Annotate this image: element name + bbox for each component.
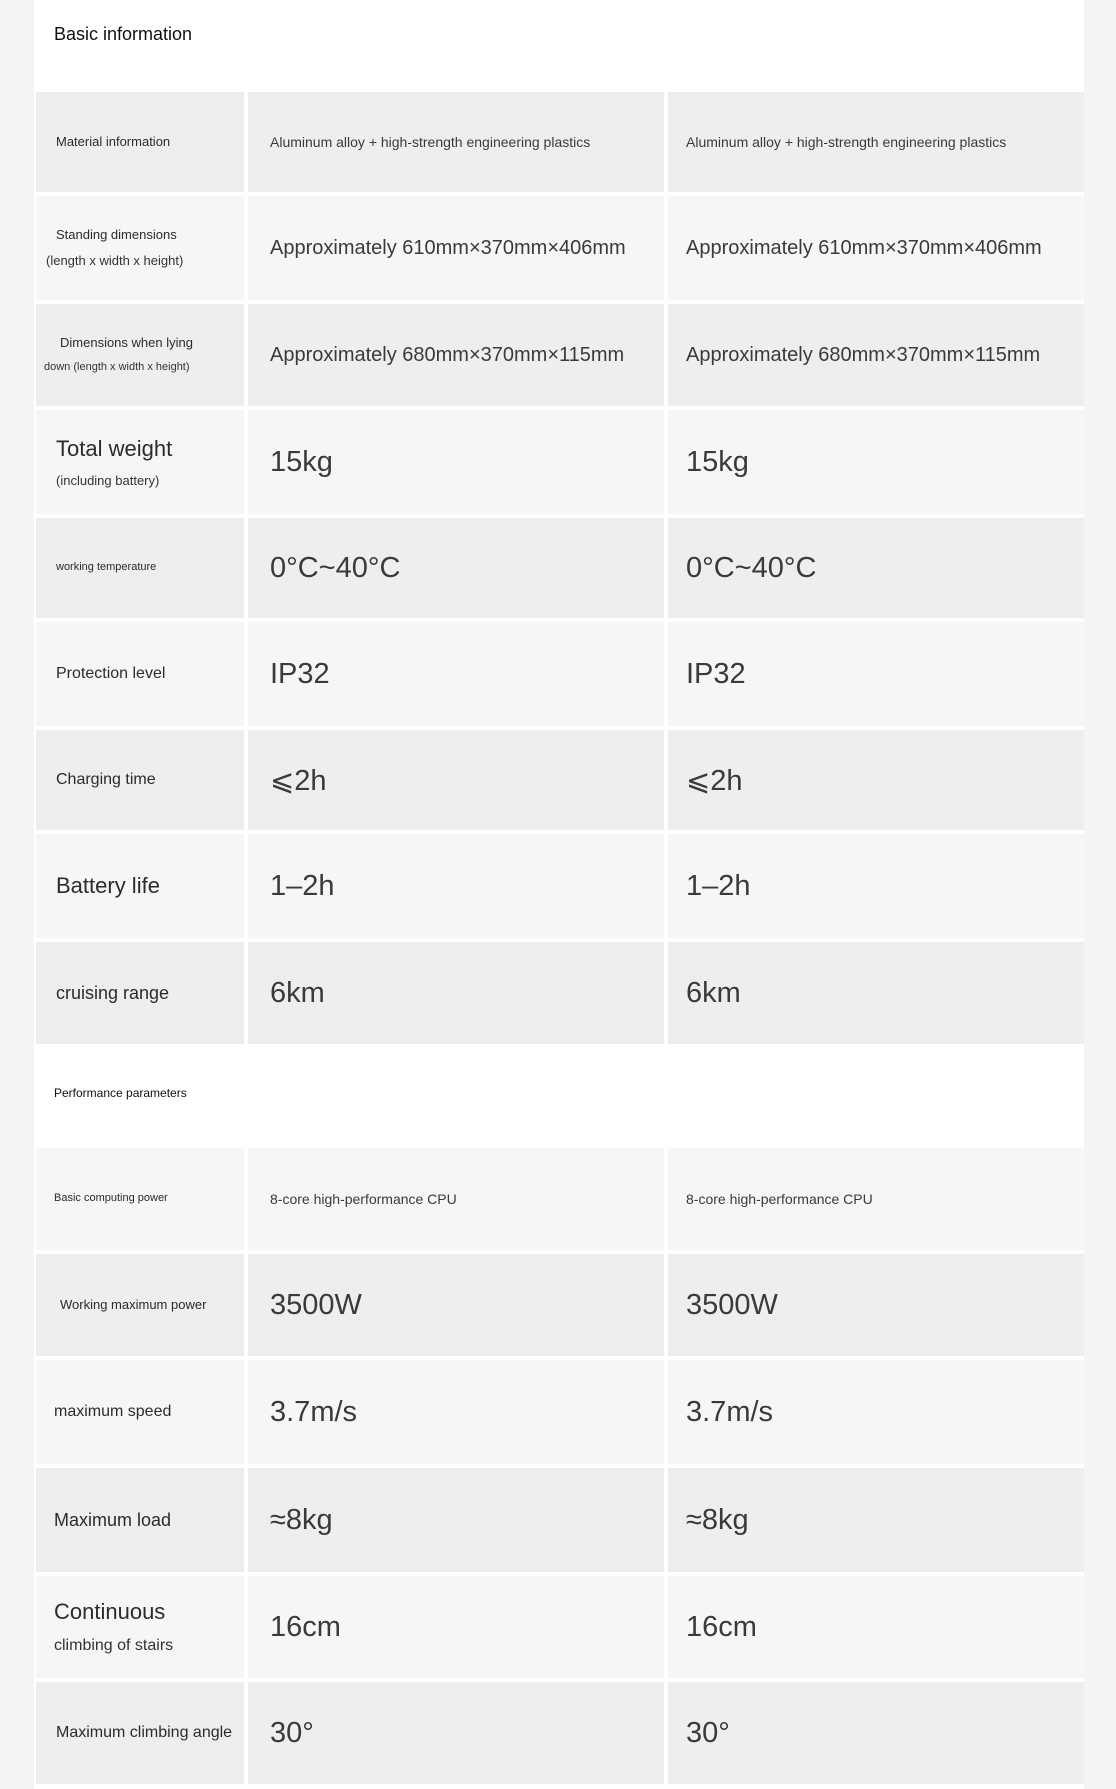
row-label [36, 304, 244, 406]
section-title-basic: Basic information [54, 24, 193, 44]
table-row [36, 92, 1084, 192]
label-sub: (length x width x height) [46, 253, 184, 268]
label-main: Dimensions when lying [60, 335, 193, 350]
row-label [36, 196, 244, 300]
value-cell: Approximately 680mm×370mm×115mm [248, 304, 664, 406]
value-cell: ⩽2h [248, 730, 664, 830]
table-row [36, 622, 1084, 726]
table-row [36, 1148, 1084, 1250]
row-label [36, 410, 244, 514]
value-cell: 16cm [668, 1576, 1084, 1678]
value-cell: 0°C~40°C [668, 518, 1084, 618]
value-cell: IP32 [668, 622, 1084, 726]
row-label [36, 834, 244, 938]
value-cell: Approximately 610mm×370mm×406mm [668, 196, 1084, 300]
table-row [36, 1254, 1084, 1356]
value-cell: ≈8kg [668, 1468, 1084, 1572]
table-row [36, 1576, 1084, 1678]
table-row [36, 518, 1084, 618]
value-cell: ≈8kg [248, 1468, 664, 1572]
value-cell: 3500W [668, 1254, 1084, 1356]
row-label [36, 1682, 244, 1784]
label-main: Protection level [56, 665, 166, 682]
label-main: Maximum climbing angle [56, 1724, 233, 1741]
value-cell: Approximately 680mm×370mm×115mm [668, 304, 1084, 406]
label-main: Charging time [56, 771, 156, 788]
label-sub: down (length x width x height) [44, 361, 190, 374]
value-cell: 3.7m/s [248, 1360, 664, 1464]
table-row [36, 196, 1084, 300]
value-cell: 30° [668, 1682, 1084, 1784]
table-row [36, 1468, 1084, 1572]
basic-info-table [36, 92, 1084, 1048]
label-main: Basic computing power [54, 1192, 168, 1205]
label-main: Continuous [54, 1599, 166, 1625]
label-main: Working maximum power [60, 1296, 207, 1312]
row-label [36, 1576, 244, 1678]
value-cell: Aluminum alloy + high-strength engineering plastics [248, 92, 664, 192]
value-cell: 6km [668, 942, 1084, 1044]
label-main: Total weight [56, 436, 173, 462]
table-row [36, 304, 1084, 406]
label-main: maximum speed [54, 1403, 172, 1420]
label-sub: (including battery) [56, 472, 160, 488]
row-label [36, 622, 244, 726]
value-cell: 16cm [248, 1576, 664, 1678]
row-label [36, 942, 244, 1044]
value-cell: 6km [248, 942, 664, 1044]
table-row [36, 942, 1084, 1044]
value-cell: 1–2h [668, 834, 1084, 938]
value-cell: 3.7m/s [668, 1360, 1084, 1464]
value-cell: 15kg [248, 410, 664, 514]
value-cell: 15kg [668, 410, 1084, 514]
value-cell: Aluminum alloy + high-strength engineering plastics [668, 92, 1084, 192]
row-label [36, 92, 244, 192]
value-cell: IP32 [248, 622, 664, 726]
row-label [36, 1360, 244, 1464]
row-label [36, 1148, 244, 1250]
label-sub: climbing of stairs [54, 1636, 174, 1654]
label-main: working temperature [56, 561, 157, 574]
row-label [36, 1468, 244, 1572]
value-cell: 3500W [248, 1254, 664, 1356]
row-label [36, 730, 244, 830]
label-main: Standing dimensions [56, 226, 177, 242]
label-main: Material information [56, 133, 171, 149]
section-title-performance: Performance parameters [54, 1086, 187, 1100]
table-row [36, 410, 1084, 514]
table-row [36, 730, 1084, 830]
label-main: cruising range [56, 982, 170, 1003]
label-main: Maximum load [54, 1509, 172, 1530]
label-main: Battery life [56, 873, 160, 899]
table-row [36, 1360, 1084, 1464]
value-cell: Approximately 610mm×370mm×406mm [248, 196, 664, 300]
table-row [36, 834, 1084, 938]
value-cell: 1–2h [248, 834, 664, 938]
row-label [36, 1254, 244, 1356]
table-row [36, 1682, 1084, 1784]
performance-table [36, 1148, 1084, 1788]
value-cell: 0°C~40°C [248, 518, 664, 618]
value-cell: 8-core high-performance CPU [668, 1148, 1084, 1250]
row-label [36, 518, 244, 618]
value-cell: ⩽2h [668, 730, 1084, 830]
value-cell: 8-core high-performance CPU [248, 1148, 664, 1250]
value-cell: 30° [248, 1682, 664, 1784]
